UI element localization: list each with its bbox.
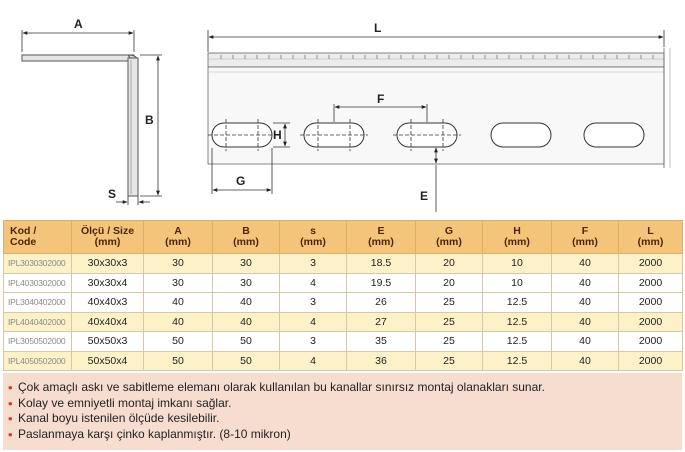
cell-s: 3 — [280, 254, 347, 274]
label-e: E — [420, 189, 429, 203]
header-g: G (mm) — [416, 221, 483, 254]
cell-size: 50x50x3 — [72, 332, 144, 352]
cell-l: 2000 — [619, 312, 683, 332]
cell-g: 25 — [416, 293, 483, 313]
cell-l: 2000 — [619, 254, 683, 274]
cell-e: 36 — [347, 351, 416, 371]
header-s: s (mm) — [280, 221, 347, 254]
table-row — [4, 273, 683, 293]
cell-b: 40 — [213, 312, 280, 332]
note-item — [8, 380, 682, 396]
note-text: Çok amaçlı askı ve sabitleme elemanı olarak kullanılan bu kanallar sınırsız montaj olanakları sunar. — [18, 380, 545, 394]
cell-size: 30x30x4 — [72, 273, 144, 293]
spec-table — [3, 220, 683, 371]
label-g: G — [236, 174, 246, 188]
cell-l: 2000 — [619, 351, 683, 371]
label-s: S — [108, 187, 117, 201]
cell-s: 4 — [280, 273, 347, 293]
cell-g: 25 — [416, 351, 483, 371]
cell-b: 40 — [213, 293, 280, 313]
cell-e: 18.5 — [347, 254, 416, 274]
table-row — [4, 254, 683, 274]
note-text: Paslanmaya karşı çinko kaplanmıştır. (8-10 mikron) — [18, 426, 291, 441]
cell-a: 50 — [144, 351, 213, 371]
table-row — [4, 332, 683, 352]
cell-size: 50x50x4 — [72, 351, 144, 371]
cell-b: 30 — [213, 273, 280, 293]
drawing-svg — [0, 0, 685, 218]
label-f: F — [377, 92, 385, 106]
cell-f: 40 — [552, 351, 619, 371]
note-item — [8, 411, 682, 427]
cell-f: 40 — [552, 312, 619, 332]
note-text: Kolay ve emniyetli montaj imkanı sağlar. — [18, 395, 232, 410]
angle-profile-view — [22, 55, 138, 196]
header-code: Kod / Code — [4, 221, 72, 254]
cell-code: IPL4030302000 — [4, 273, 72, 293]
dimension-a — [22, 17, 134, 52]
cell-e: 35 — [347, 332, 416, 352]
label-b: B — [145, 113, 154, 127]
cell-code: IPL4040402000 — [4, 312, 72, 332]
header-h: H (mm) — [483, 221, 552, 254]
feature-notes — [3, 373, 682, 450]
cell-g: 20 — [416, 254, 483, 274]
bullet-icon: • — [8, 380, 13, 395]
note-text: Kanal boyu istenilen ölçüde kesilebilir. — [18, 411, 220, 425]
label-a: A — [74, 17, 83, 31]
cell-s: 4 — [280, 312, 347, 332]
bullet-icon: • — [8, 395, 13, 411]
dimension-b — [140, 55, 162, 196]
cell-f: 40 — [552, 254, 619, 274]
cell-g: 25 — [416, 332, 483, 352]
header-a: A (mm) — [144, 221, 213, 254]
cell-h: 10 — [483, 273, 552, 293]
header-b: B (mm) — [213, 221, 280, 254]
cell-a: 40 — [144, 312, 213, 332]
label-l: L — [374, 21, 382, 35]
cell-a: 30 — [144, 254, 213, 274]
cell-h: 12.5 — [483, 293, 552, 313]
header-e: E (mm) — [347, 221, 416, 254]
cell-code: IPL3050502000 — [4, 332, 72, 352]
note-item — [8, 396, 682, 412]
cell-size: 30x30x3 — [72, 254, 144, 274]
header-f: F (mm) — [552, 221, 619, 254]
cell-code: IPL3040402000 — [4, 293, 72, 313]
cell-s: 4 — [280, 351, 347, 371]
cell-s: 3 — [280, 332, 347, 352]
cell-l: 2000 — [619, 273, 683, 293]
cell-a: 50 — [144, 332, 213, 352]
cell-s: 3 — [280, 293, 347, 313]
cell-l: 2000 — [619, 332, 683, 352]
technical-drawing — [0, 0, 685, 218]
cell-b: 50 — [213, 351, 280, 371]
channel-strip-view — [208, 48, 670, 168]
cell-f: 40 — [552, 273, 619, 293]
table-row — [4, 293, 683, 313]
table-header-row — [4, 221, 683, 254]
cell-e: 27 — [347, 312, 416, 332]
cell-h: 12.5 — [483, 332, 552, 352]
note-item — [8, 427, 682, 443]
cell-f: 40 — [552, 293, 619, 313]
cell-size: 40x40x3 — [72, 293, 144, 313]
table-row — [4, 351, 683, 371]
cell-h: 12.5 — [483, 312, 552, 332]
label-h: H — [273, 128, 282, 142]
cell-g: 25 — [416, 312, 483, 332]
cell-e: 26 — [347, 293, 416, 313]
cell-l: 2000 — [619, 293, 683, 313]
cell-code: IPL3030302000 — [4, 254, 72, 274]
header-size: Ölçü / Size (mm) — [72, 221, 144, 254]
cell-b: 50 — [213, 332, 280, 352]
cell-b: 30 — [213, 254, 280, 274]
cell-code: IPL4050502000 — [4, 351, 72, 371]
bullet-icon: • — [8, 411, 13, 426]
cell-g: 20 — [416, 273, 483, 293]
cell-a: 40 — [144, 293, 213, 313]
cell-e: 19.5 — [347, 273, 416, 293]
bullet-icon: • — [8, 426, 13, 442]
table-row — [4, 312, 683, 332]
cell-h: 12.5 — [483, 351, 552, 371]
cell-a: 30 — [144, 273, 213, 293]
cell-h: 10 — [483, 254, 552, 274]
dimension-l — [208, 21, 664, 52]
cell-size: 40x40x4 — [72, 312, 144, 332]
cell-f: 40 — [552, 332, 619, 352]
header-l: L (mm) — [619, 221, 683, 254]
